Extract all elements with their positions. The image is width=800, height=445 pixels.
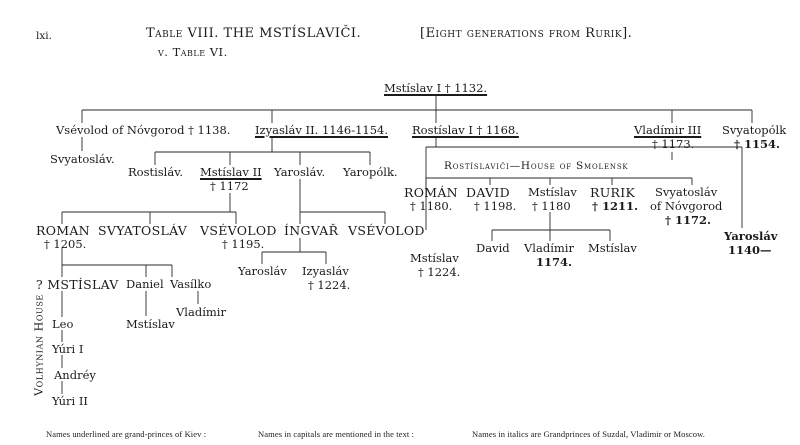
yaroslav-vladimirovich-date: 1140—	[728, 243, 772, 257]
yuri-i: Yúri I	[52, 342, 84, 356]
leo: Leo	[52, 317, 74, 331]
svyatoslav-of-novgorod: Svyatosláv	[655, 185, 718, 199]
svyatoslav: SVYATOSLÁV	[98, 223, 188, 238]
table-subtitle: [Eight generations from Rurik].	[420, 26, 633, 41]
david-mstislavich: David	[476, 241, 510, 255]
yaroslav-izyaslavich: Yarosláv.	[274, 165, 326, 179]
yaroslav-ingvarevich: Yarosláv	[238, 264, 287, 278]
vasilko: Vasílko	[170, 277, 212, 291]
roman-rostislavich: ROMÁN	[404, 185, 458, 200]
rurik: RURIK	[590, 185, 636, 200]
izyaslav-ingvarevich-date: † 1224.	[308, 278, 351, 292]
svyatoslav-of-novgorod-date: † 1172.	[665, 213, 712, 227]
vladimir-mstislavich: Vladímir	[524, 241, 574, 255]
david-rostislavich-date: † 1198.	[474, 199, 517, 213]
ingvar: ÍNGVAŘ	[284, 223, 339, 238]
page-number: lxi.	[36, 30, 52, 42]
vsevolod-of-novgorod: Vsévolod of Nóvgorod † 1138.	[56, 123, 231, 137]
roman: ROMAN	[36, 223, 90, 238]
footer-note-italics: Names in italics are Grandprinces of Suzdal, Vladimir or Moscow.	[472, 429, 706, 439]
svyatopolk: Svyatopólk	[722, 123, 787, 137]
volhynian-house-label: Volhynian House	[32, 294, 46, 396]
vsevolod: VSÉVOLOD	[200, 223, 277, 238]
yaropolk: Yaropólk.	[343, 165, 398, 179]
rurik-date: † 1211.	[592, 199, 639, 213]
roman-date: † 1205.	[44, 237, 87, 251]
table-title: Table VIII. THE MSTÍSLAVIČI.	[146, 26, 362, 41]
svyatoslav-son: Svyatosláv.	[50, 152, 115, 166]
mstislav-mstislavich: Mstíslav	[588, 241, 637, 255]
vsevolod-date: † 1195.	[222, 237, 265, 251]
svyatopolk-date: † 1154.	[734, 137, 781, 151]
mstislav-rostislavich: Mstíslav	[528, 185, 577, 199]
mstislav-rostislavich-date: † 1180	[532, 199, 571, 213]
mstislav-romanovich-smolensk: Mstíslav	[410, 251, 459, 265]
izyaslav-ii: Izyasláv II. 1146-1154.	[255, 123, 389, 137]
mstislav-ii: Mstíslav II	[200, 165, 262, 179]
footer-note-capitals: Names in capitals are mentioned in the text :	[258, 429, 415, 439]
daniel: Daniel	[126, 277, 164, 291]
yuri-ii: Yúri II	[52, 394, 88, 408]
footer-note-underlined: Names underlined are grand-princes of Kiev :	[46, 429, 207, 439]
vladimir-vasilkovich: Vladímir	[176, 305, 226, 319]
mstislav-romanovich: ? MSTÍSLAV	[36, 277, 119, 292]
mstislav-ii-date: † 1172	[210, 179, 249, 193]
rostislav-izyaslavich: Rostisláv.	[128, 165, 184, 179]
vladimir-mstislavich-date: 1174.	[536, 255, 573, 269]
table-reference: v. Table VI.	[158, 45, 228, 59]
david-rostislavich: DAVID	[466, 185, 510, 200]
rostislav-i: Rostíslav I † 1168.	[412, 123, 519, 137]
vladimir-iii-date: † 1173.	[652, 137, 695, 151]
root-mstislav-i: Mstíslav I † 1132.	[384, 81, 488, 95]
yaroslav-vladimirovich: Yarosláv	[724, 229, 778, 243]
mstislav-danilovich: Mstíslav	[126, 317, 175, 331]
andrey: Andréy	[54, 368, 96, 382]
svyatoslav-of-novgorod-place: of Nóvgorod	[650, 199, 723, 213]
vsevolod-yaroslavich: VSÉVOLOD	[348, 223, 425, 238]
roman-rostislavich-date: † 1180.	[410, 199, 453, 213]
vladimir-iii: Vladímir III	[634, 123, 702, 137]
smolensk-house-label: Rostíslaviči—House of Smolensk	[444, 160, 629, 172]
mstislav-romanovich-smolensk-date: † 1224.	[418, 265, 461, 279]
izyaslav-ingvarevich: Izyasláv	[302, 264, 349, 278]
